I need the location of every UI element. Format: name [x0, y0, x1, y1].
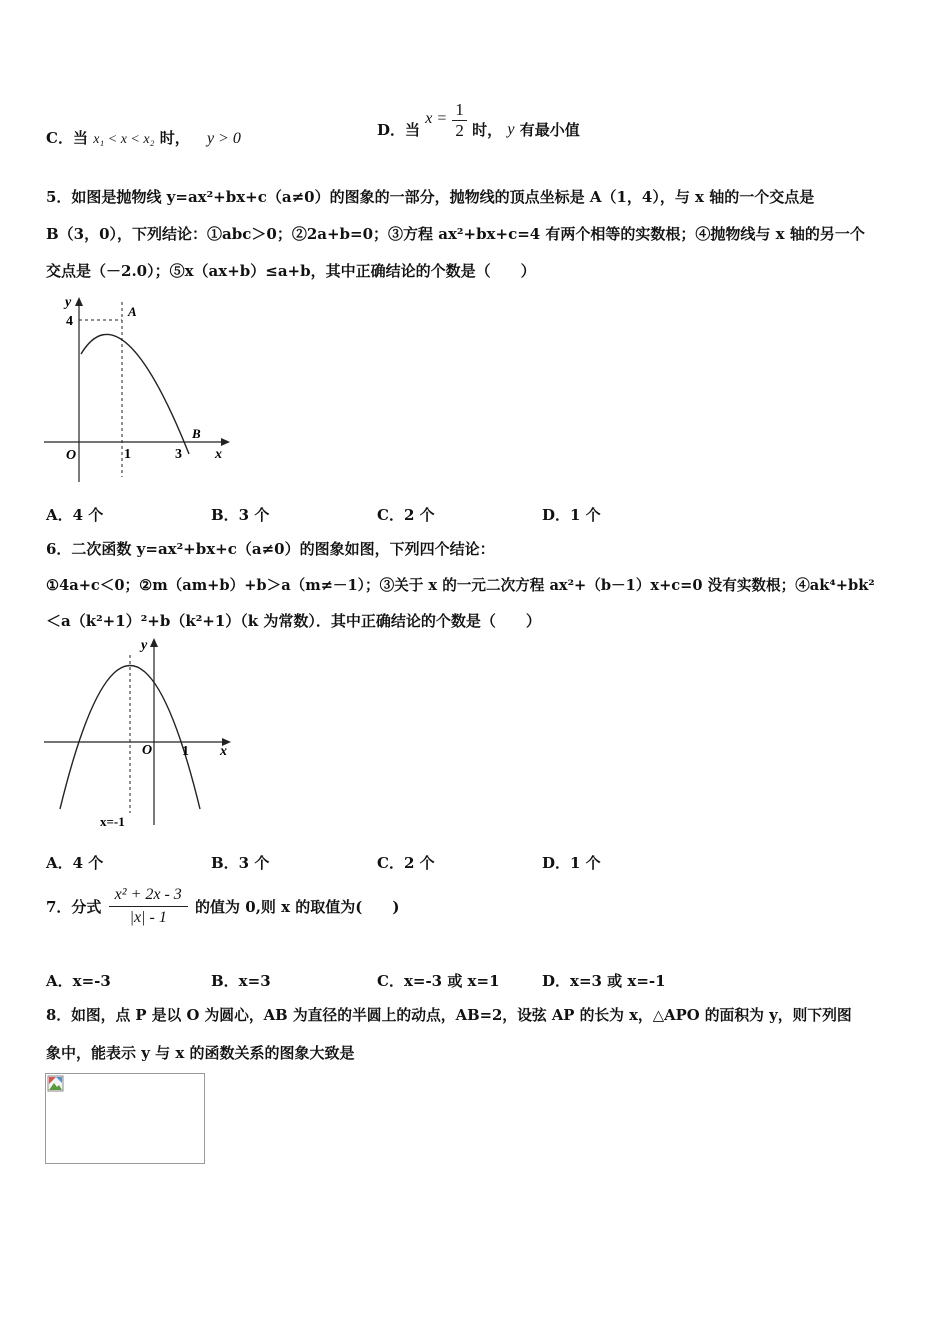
- q7-prefix: 7．分式: [46, 898, 102, 916]
- q5-point-a-label: A: [128, 304, 137, 319]
- q7-denominator: |x| - 1: [109, 906, 188, 927]
- q6-origin-label: O: [142, 743, 153, 758]
- q6-line-1: 6．二次函数 y=ax²+bx+c（a≠0）的图象如图，下列四个结论：: [46, 540, 495, 558]
- q4-option-c-mid: 时，: [159, 129, 190, 147]
- q6-line-3: ＜a（k²+1）²+b（k²+1）（k 为常数）．其中正确结论的个数是（ ）: [46, 612, 541, 630]
- q8-line-2: 象中，能表示 y 与 x 的函数关系的图象大致是: [46, 1044, 355, 1062]
- q7-numerator: x² + 2x - 3: [114, 886, 182, 903]
- q8-broken-image-placeholder: [45, 1073, 205, 1164]
- q5-parabola-figure: [44, 292, 234, 484]
- q5-origin-label: O: [66, 448, 77, 463]
- q6-option-d[interactable]: D．1 个: [542, 854, 601, 872]
- q5-line-3: 交点是（－2.0）；⑤x（ax+b）≤a+b，其中正确结论的个数是（ ）: [46, 262, 536, 280]
- q6-x-label: x: [220, 744, 227, 759]
- q5-line-2: B（3，0），下列结论：①abc＞0；②2a+b=0；③方程 ax²+bx+c=4 有两个相等的实数根；④抛物线与 x 轴的另一个: [46, 225, 865, 243]
- q5-option-a[interactable]: A．4 个: [46, 506, 104, 524]
- q5-x-label: x: [215, 447, 222, 462]
- q4-option-c-prefix: C．当: [46, 129, 88, 147]
- q5-point-b-label: B: [192, 426, 201, 441]
- q4-option-d-tail: 有最小值: [519, 121, 580, 139]
- q6-tick-1: 1: [182, 744, 189, 759]
- q7-fraction: [109, 886, 188, 927]
- q7-option-a[interactable]: A．x=-3: [46, 972, 111, 990]
- q6-parabola-figure: [44, 635, 236, 833]
- q6-symmetry-note: x=-1: [100, 814, 125, 829]
- q6-y-label: y: [141, 638, 148, 653]
- q7-stem: [46, 886, 400, 927]
- q6-option-c[interactable]: C．2 个: [377, 854, 435, 872]
- q5-tick-3: 3: [175, 447, 182, 462]
- q8-line-1: 8．如图，点 P 是以 O 为圆心，AB 为直径的半圆上的动点，AB=2，设弦 AP 的长为 x，△APO 的面积为 y，则下列图: [46, 1007, 852, 1024]
- q5-x-arrow: [221, 438, 230, 446]
- q5-y-arrow: [75, 297, 83, 306]
- q5-parabola-curve: [81, 334, 189, 454]
- q4-option-c-tail: y > 0: [206, 130, 241, 147]
- q6-line-2: ①4a+c＜0；②m（am+b）+b＞a（m≠－1）；③关于 x 的一元二次方程 ax²+（b－1）x+c=0 没有实数根；④ak⁴+bk²: [46, 577, 875, 594]
- q6-option-a[interactable]: A．4 个: [46, 854, 104, 872]
- q5-line-1: 5．如图是抛物线 y=ax²+bx+c（a≠0）的图象的一部分，抛物线的顶点坐标是 A（1，4），与 x 轴的一个交点是: [46, 188, 815, 206]
- broken-image-icon: [47, 1075, 65, 1093]
- q5-tick-1: 1: [124, 447, 131, 462]
- q6-option-b[interactable]: B．3 个: [211, 854, 270, 872]
- q7-option-d[interactable]: D．x=3 或 x=-1: [542, 972, 666, 990]
- q5-option-c[interactable]: C．2 个: [377, 506, 435, 524]
- q5-tick-4: 4: [66, 314, 73, 329]
- q7-option-c[interactable]: C．x=-3 或 x=1: [377, 972, 500, 990]
- q5-option-b[interactable]: B．3 个: [211, 506, 270, 524]
- q4-option-d-prefix: D．当: [377, 121, 421, 139]
- q6-y-arrow: [150, 638, 158, 647]
- q4-option-d[interactable]: [377, 100, 580, 141]
- q7-suffix: 的值为 0,则 x 的取值为( ): [195, 898, 400, 916]
- q4-option-d-fraction: [452, 100, 467, 141]
- q4-option-d-denominator: 2: [452, 120, 467, 141]
- q5-option-d[interactable]: D．1 个: [542, 506, 601, 524]
- q4-option-c[interactable]: [46, 127, 241, 148]
- q7-option-b[interactable]: B．x=3: [211, 972, 271, 990]
- q4-option-d-mid: 时，: [472, 121, 503, 139]
- q4-option-c-inequality: x₁ < x < x₂: [93, 132, 155, 147]
- q4-option-d-x: x =: [425, 110, 448, 127]
- q4-option-d-numerator: 1: [455, 100, 464, 119]
- q5-y-label: y: [65, 295, 72, 310]
- q4-option-d-y: y: [507, 120, 515, 138]
